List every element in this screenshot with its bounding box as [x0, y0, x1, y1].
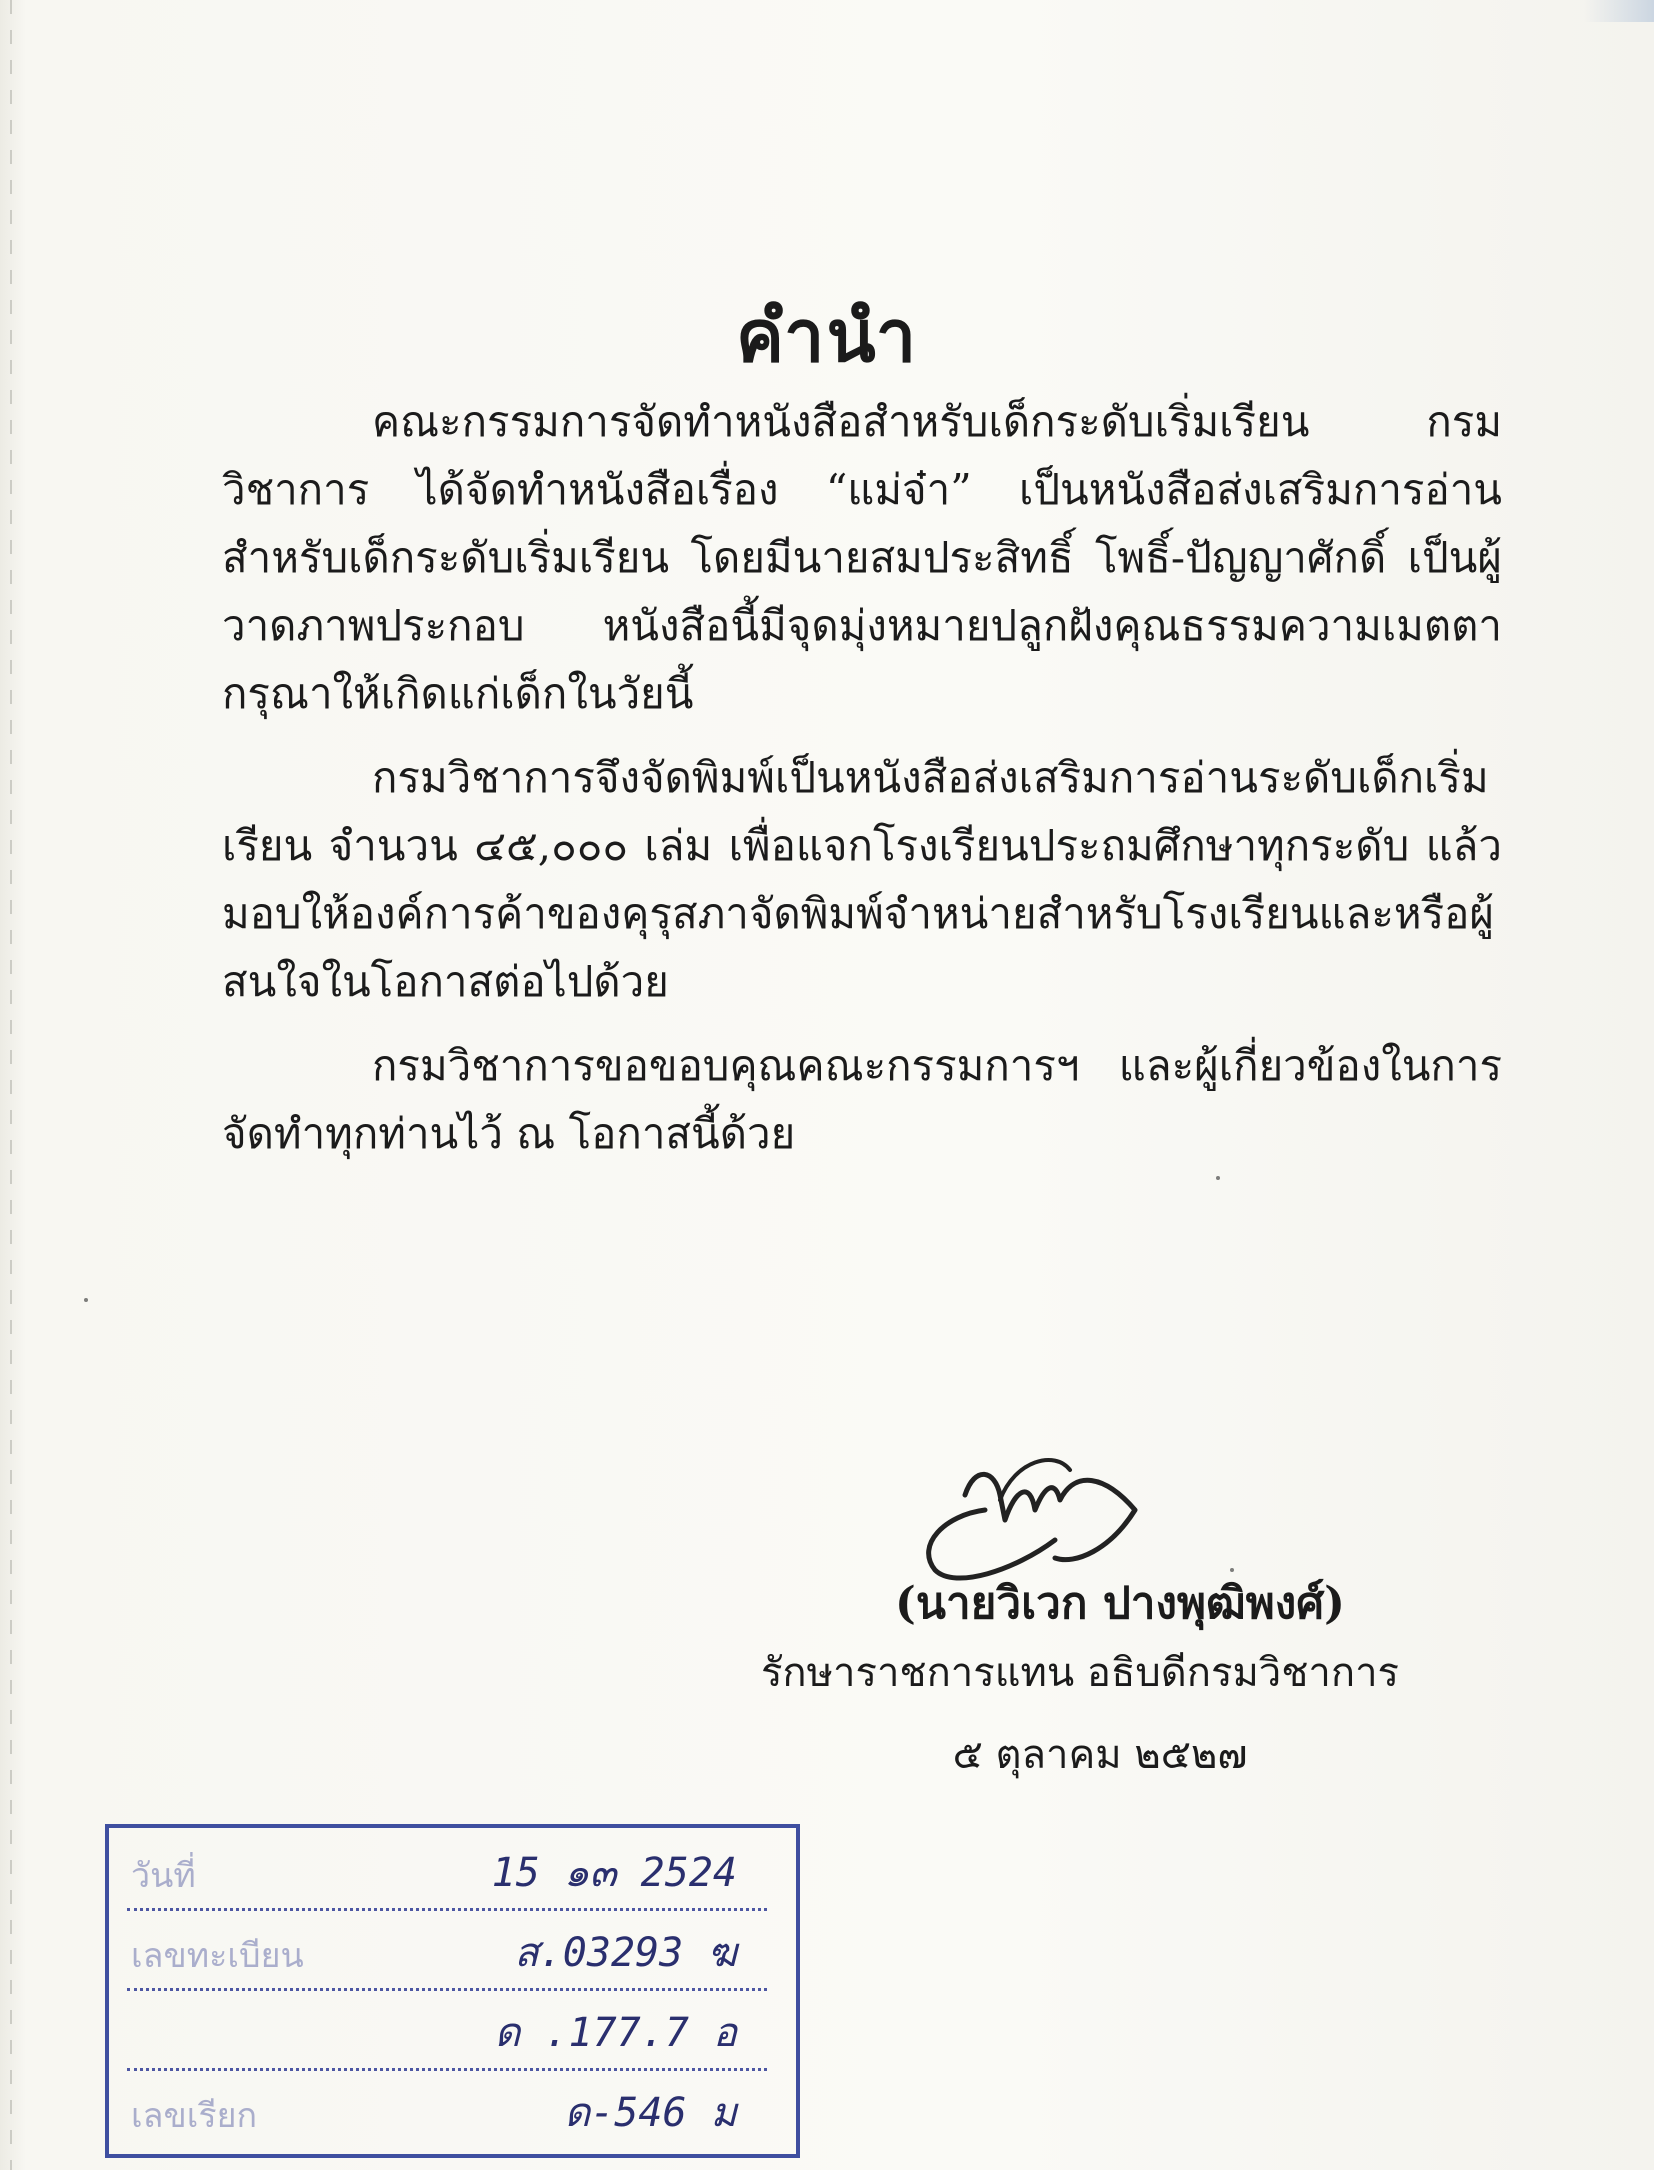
stamp-row-callnumber-1	[127, 1996, 767, 2071]
stamp-row-date	[127, 1836, 767, 1911]
stamp-value: ส.03293 ฆ	[514, 1930, 737, 1976]
signer-position: รักษาราชการแทน อธิบดีกรมวิชาการ	[760, 1650, 1400, 1696]
signature-date: ๕ ตุลาคม ๒๕๒๗	[952, 1732, 1248, 1778]
paragraph: คณะกรรมการจัดทำหนังสือสำหรับเด็กระดับเริ่มเรียน กรมวิชาการ ได้จัดทำหนังสือเรื่อง “แม่จ๋า” เป็นหนังสือส่งเสริมการอ่านสำหรับเด็กระดับเริ่มเรียน โดยมีนายสมประสิทธิ์ โพธิ์-ปัญญาศักดิ์ เป็นผู้วาดภาพประกอบ หนังสือนี้มีจุดมุ่งหมายปลูกฝังคุณธรรมความเมตตากรุณาให้เกิดแก่เด็กในวัยนี้	[222, 397, 1502, 718]
stamp-value: ด .177.7 อ	[494, 2010, 737, 2056]
stamp-label: เลขทะเบียน	[131, 1936, 304, 1976]
stamp-label: เลขเรียก	[131, 2096, 258, 2136]
scan-corner-shade	[1584, 0, 1654, 22]
paragraph: กรมวิชาการขอขอบคุณคณะกรรมการฯ และผู้เกี่ยวข้องในการจัดทำทุกท่านไว้ ณ โอกาสนี้ด้วย	[222, 1041, 1502, 1158]
stamp-row-callnumber-2	[127, 2076, 767, 2148]
stamp-value: 15 ๑๓ 2524	[491, 1850, 737, 1896]
signer-name: (นายวิเวก ปางพุฒิพงศ์)	[895, 1578, 1345, 1629]
stamp-label: วันที่	[131, 1856, 196, 1896]
stamp-value: ด-546 ม	[564, 2090, 737, 2136]
ink-speck	[1230, 1568, 1234, 1572]
foreword-body	[222, 388, 1502, 1184]
library-stamp	[105, 1824, 800, 2158]
paragraph: กรมวิชาการจึงจัดพิมพ์เป็นหนังสือส่งเสริมการอ่านระดับเด็กเริ่มเรียน จำนวน ๔๕,๐๐๐ เล่ม เพื่อแจกโรงเรียนประถมศึกษาทุกระดับ แล้วมอบให้องค์การค้าของคุรุสภาจัดพิมพ์จำหน่ายสำหรับโรงเรียนและหรือผู้สนใจในโอกาสต่อไปด้วย	[222, 753, 1502, 1006]
ink-speck	[84, 1298, 88, 1302]
ink-speck	[1216, 1176, 1220, 1180]
page-title: คำนำ	[735, 293, 919, 378]
stamp-row-registration	[127, 1916, 767, 1991]
